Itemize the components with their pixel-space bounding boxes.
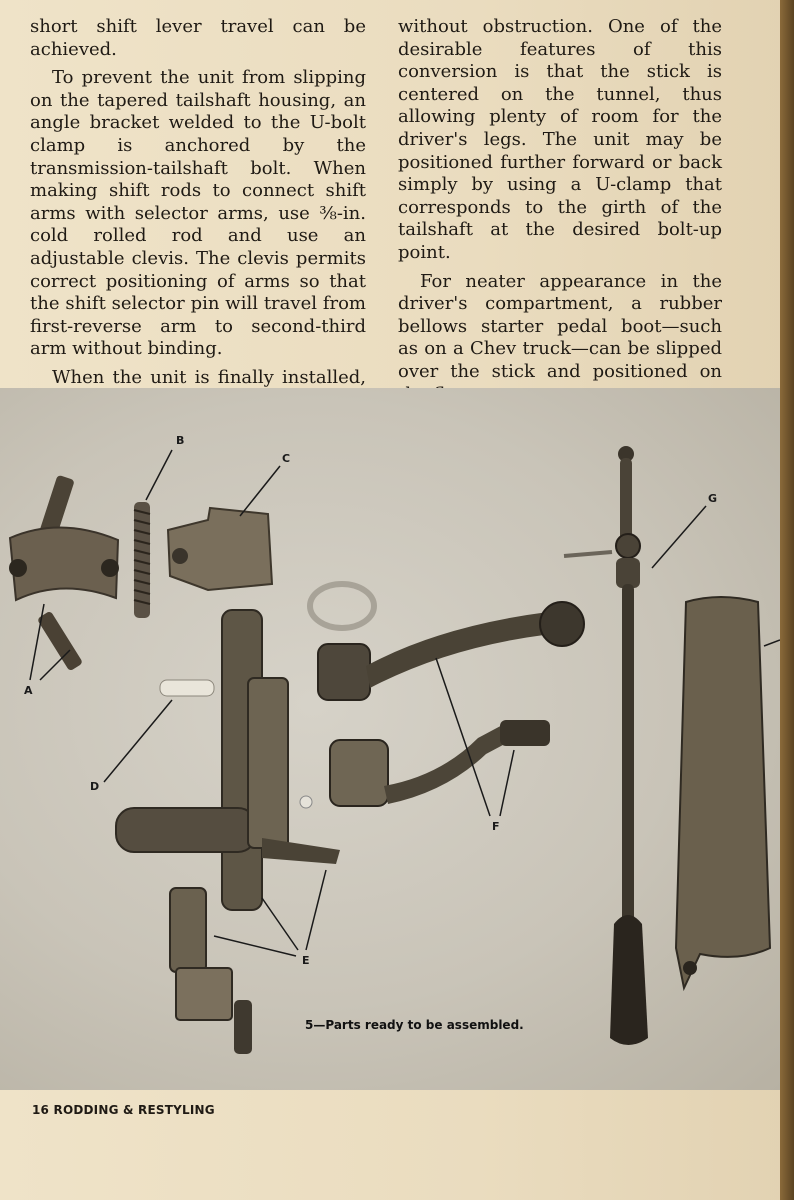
figure-caption: 5—Parts ready to be assembled.: [305, 1018, 524, 1032]
washer-part: [310, 584, 374, 628]
parts-photo: [0, 388, 780, 1090]
page-binding-edge: [780, 0, 794, 1200]
article-paragraph: For neater appearance in the driver's compartment, a rubber bellows starter pedal boot—such as on a Chev truck—can be slipped over the stick and positioned on: [398, 270, 722, 382]
shift-arm-lower-part: [300, 720, 550, 808]
callout-label-f: F: [492, 820, 500, 833]
parts-illustration: [0, 388, 780, 1090]
shift-stick-part: [564, 446, 648, 1045]
page-number: 16: [32, 1103, 50, 1117]
pin-part: [160, 680, 214, 696]
shift-arm-upper-part: [318, 602, 584, 700]
callout-label-a: A: [24, 684, 33, 697]
article-paragraph: When the unit is finally installed,: [52, 366, 366, 388]
spring-part: [134, 502, 150, 618]
tailshaft-tube-part: [676, 597, 770, 988]
article-paragraph: without obstruction. One of the desirable features of this conversion is that the stick is centered on the tunnel, thus allowing plenty of room for the driver's legs. The unit may be positioned further forward or back simply by using a U-clamp that corresponds to the girth of the tailshaft at the desired bolt-up point.: [398, 16, 722, 263]
callout-label-c: C: [282, 452, 291, 465]
callout-label-e: E: [302, 954, 310, 967]
callout-label-d: D: [90, 780, 100, 793]
publication-name: RODDING & RESTYLING: [53, 1103, 215, 1117]
bracket-block-part: [168, 508, 272, 590]
lever-block-part: [170, 888, 252, 1054]
u-bolt-clamp-part: [9, 475, 119, 672]
callout-label-b: B: [176, 434, 185, 447]
article-paragraph: To prevent the unit from slipping on the tapered tailshaft housing, an angle bracket welded to the U-bolt clamp is anchored by the transmission-tailshaft bolt. When making shift rods to connect shift arms with selector arms, use ⅜-in. cold rolled rod and use an adjustable clevis. The clevis permits correct positioning of arms so that the shift selector pin will travel from first-reverse arm to second-third arm without binding.: [30, 67, 366, 360]
callout-label-g: G: [708, 492, 718, 505]
page-footer: [32, 1103, 215, 1117]
article-paragraph: short shift lever travel can be achieved.: [30, 16, 366, 60]
housing-part: [116, 610, 340, 910]
